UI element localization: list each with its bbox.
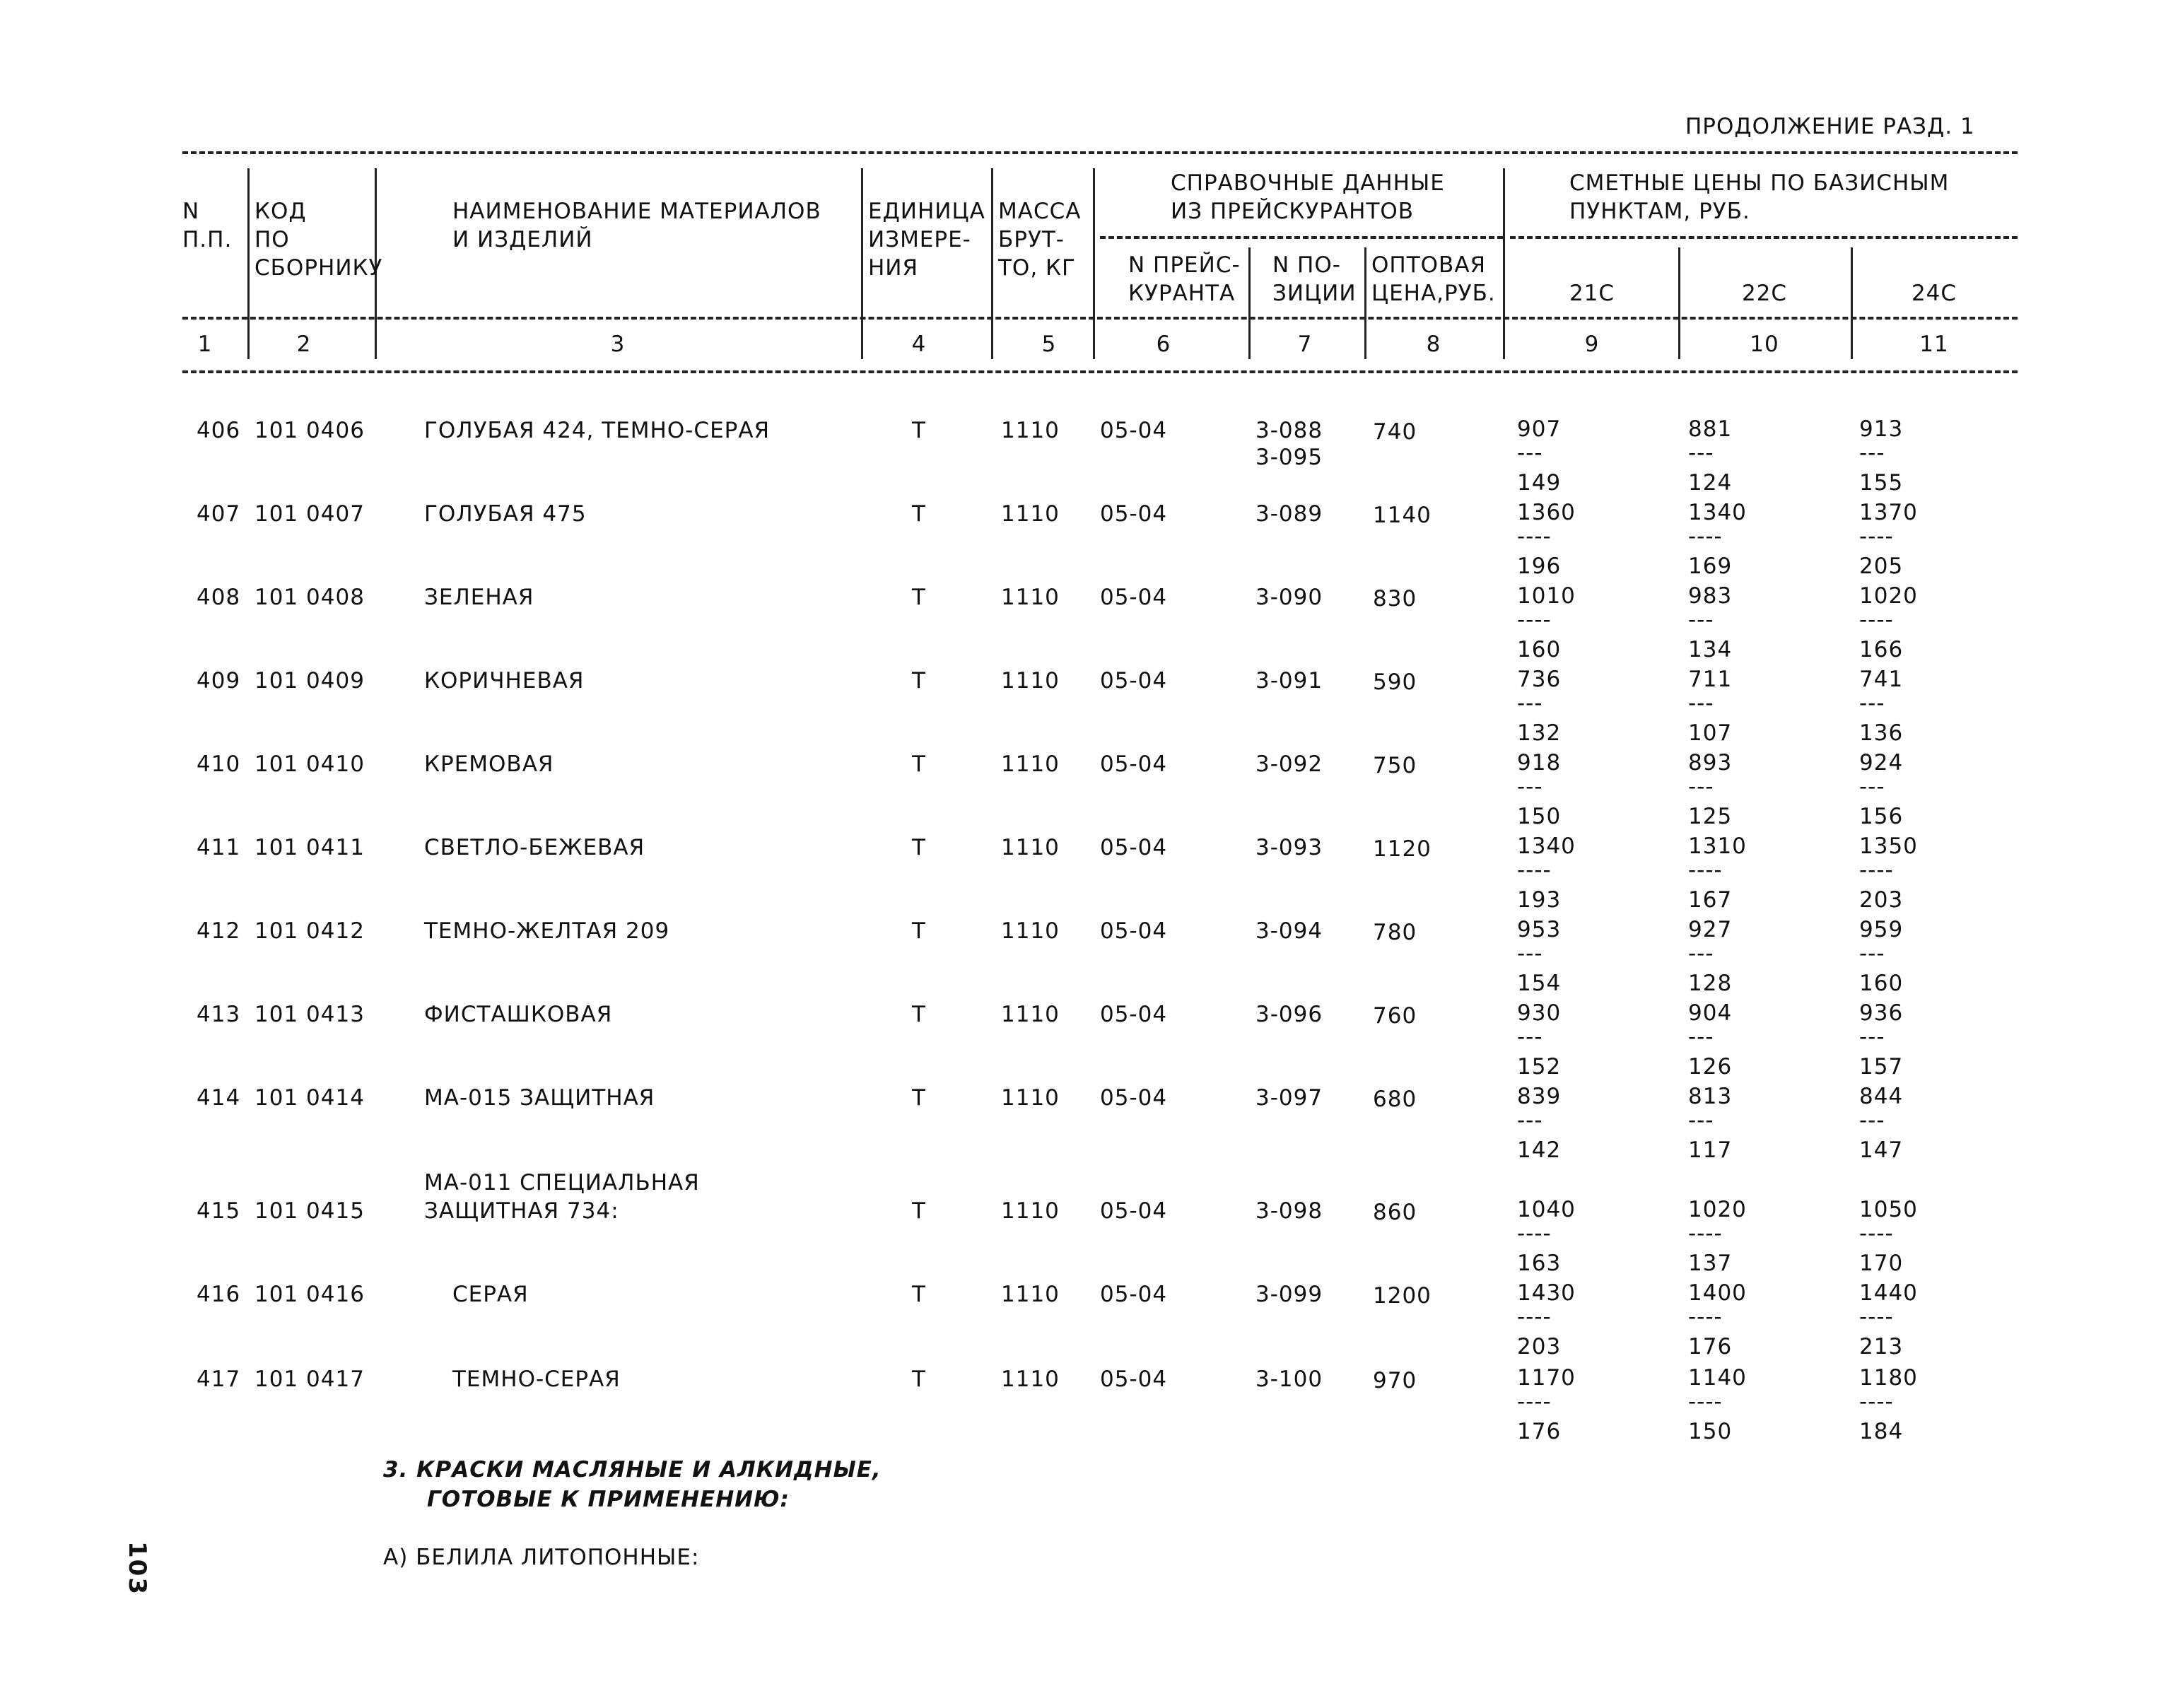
continuation-label: ПРОДОЛЖЕНИЕ РАЗД. 1 <box>1685 114 1975 139</box>
row-number: 411 <box>197 835 241 860</box>
header-column-number: 2 <box>296 332 312 357</box>
row-price-p22-bottom: 124 <box>1688 470 1733 496</box>
row-position-number: 3-091 <box>1255 668 1323 694</box>
header-ref-group-line1: СПРАВОЧНЫЕ ДАННЫЕ <box>1171 170 1445 196</box>
row-unit: Т <box>912 585 926 610</box>
row-price-p21-bottom: 163 <box>1517 1251 1562 1276</box>
row-price-p21-divider: --- <box>1517 774 1543 800</box>
header-col4-line: ИЗМЕРЕ- <box>868 227 971 252</box>
row-number: 415 <box>197 1198 241 1224</box>
row-name: СЕРАЯ <box>452 1282 529 1307</box>
row-price-p21-top: 953 <box>1517 917 1562 942</box>
header-top-rule <box>182 151 2018 154</box>
row-code: 101 0412 <box>254 918 365 944</box>
row-price-p21-top: 1010 <box>1517 583 1576 609</box>
row-price-p22-divider: ---- <box>1688 524 1723 549</box>
row-price-p24-bottom: 166 <box>1859 637 1904 662</box>
row-name: МА-015 ЗАЩИТНАЯ <box>424 1085 655 1111</box>
row-price-p21-top: 930 <box>1517 1000 1562 1026</box>
row-number: 416 <box>197 1282 241 1307</box>
row-wholesale-price: 740 <box>1373 419 1417 445</box>
row-mass: 1110 <box>1001 1085 1060 1111</box>
row-price-p22-top: 881 <box>1688 416 1733 442</box>
row-pricelist-number: 05-04 <box>1100 585 1168 610</box>
header-col4-line: НИЯ <box>868 255 919 281</box>
row-price-p21-top: 1170 <box>1517 1365 1576 1391</box>
row-price-p24-bottom: 170 <box>1859 1251 1904 1276</box>
row-price-p21-bottom: 150 <box>1517 804 1562 829</box>
row-price-p21-divider: ---- <box>1517 858 1552 883</box>
row-price-p24-divider: ---- <box>1859 524 1894 549</box>
row-price-p24-top: 1440 <box>1859 1280 1918 1306</box>
row-position-number: 3-097 <box>1255 1085 1323 1111</box>
row-price-p21-bottom: 196 <box>1517 554 1562 579</box>
row-pricelist-number: 05-04 <box>1100 418 1168 443</box>
row-unit: Т <box>912 1002 926 1027</box>
row-price-p22-top: 904 <box>1688 1000 1733 1026</box>
header-mid-rule <box>182 317 2018 320</box>
row-price-p24-divider: --- <box>1859 691 1885 716</box>
row-name: ТЕМНО-СЕРАЯ <box>452 1367 621 1392</box>
prices-group-rule <box>1510 236 2018 239</box>
row-price-p21-divider: ---- <box>1517 607 1552 633</box>
row-price-p22-bottom: 134 <box>1688 637 1733 662</box>
row-unit: Т <box>912 1198 926 1224</box>
row-code: 101 0409 <box>254 668 365 694</box>
row-price-p21-divider: ---- <box>1517 1221 1552 1246</box>
row-unit: Т <box>912 918 926 944</box>
row-unit: Т <box>912 1085 926 1111</box>
header-col2-line: СБОРНИКУ <box>254 255 383 281</box>
header-column-number: 6 <box>1156 332 1171 357</box>
row-price-p22-bottom: 128 <box>1688 971 1733 996</box>
row-code: 101 0411 <box>254 835 365 860</box>
header-col-separator <box>861 168 863 359</box>
header-column-number: 11 <box>1919 332 1949 357</box>
header-column-number: 8 <box>1426 332 1441 357</box>
row-price-p22-top: 1340 <box>1688 500 1747 525</box>
row-wholesale-price: 1120 <box>1373 836 1432 862</box>
section-title-line2 <box>427 1486 790 1513</box>
row-price-p21-divider: --- <box>1517 941 1543 966</box>
row-price-p22-top: 983 <box>1688 583 1733 609</box>
row-wholesale-price: 760 <box>1373 1003 1417 1029</box>
row-price-p22-top: 1310 <box>1688 833 1747 859</box>
row-price-p24-bottom: 160 <box>1859 971 1904 996</box>
row-price-p22-bottom: 150 <box>1688 1419 1733 1444</box>
ref-group-rule <box>1100 236 1503 239</box>
header-col4-line: ЕДИНИЦА <box>868 199 985 224</box>
row-price-p24-bottom: 184 <box>1859 1419 1904 1444</box>
row-price-p21-divider: ---- <box>1517 524 1552 549</box>
header-column-number: 5 <box>1041 332 1057 357</box>
row-price-p24-divider: ---- <box>1859 1389 1894 1415</box>
row-price-p22-bottom: 125 <box>1688 804 1733 829</box>
row-price-p21-top: 907 <box>1517 416 1562 442</box>
row-wholesale-price: 590 <box>1373 669 1417 695</box>
row-price-p24-top: 741 <box>1859 667 1904 692</box>
row-pricelist-number: 05-04 <box>1100 668 1168 694</box>
row-name: СВЕТЛО-БЕЖЕВАЯ <box>424 835 645 860</box>
row-price-p24-top: 1020 <box>1859 583 1918 609</box>
header-column-number: 10 <box>1750 332 1779 357</box>
header-col1-line1: N <box>182 199 200 224</box>
row-price-p22-divider: --- <box>1688 607 1714 633</box>
row-number: 410 <box>197 751 241 777</box>
row-price-p24-bottom: 147 <box>1859 1137 1904 1163</box>
row-price-p24-bottom: 155 <box>1859 470 1904 496</box>
row-price-p24-top: 924 <box>1859 750 1904 776</box>
header-col-separator <box>1678 247 1680 359</box>
row-mass: 1110 <box>1001 835 1060 860</box>
header-col-separator <box>247 168 250 359</box>
row-number: 406 <box>197 418 241 443</box>
header-col5-line: МАССА <box>998 199 1082 224</box>
row-price-p22-bottom: 169 <box>1688 554 1733 579</box>
header-col5-line: БРУТ- <box>998 227 1065 252</box>
header-col5-line: ТО, КГ <box>998 255 1076 281</box>
row-price-p24-top: 844 <box>1859 1084 1904 1109</box>
row-price-p24-divider: ---- <box>1859 858 1894 883</box>
row-price-p22-top: 927 <box>1688 917 1733 942</box>
row-position-number: 3-100 <box>1255 1367 1323 1392</box>
header-column-number: 7 <box>1297 332 1313 357</box>
row-unit: Т <box>912 668 926 694</box>
row-price-p22-divider: --- <box>1688 941 1714 966</box>
row-price-p24-divider: --- <box>1859 941 1885 966</box>
row-number: 413 <box>197 1002 241 1027</box>
header-col6-line2: КУРАНТА <box>1128 281 1236 306</box>
header-col2-line: ПО <box>254 227 290 252</box>
header-col-separator <box>1093 168 1095 359</box>
header-column-number: 9 <box>1584 332 1600 357</box>
row-price-p21-divider: --- <box>1517 1024 1543 1050</box>
row-mass: 1110 <box>1001 751 1060 777</box>
header-col-separator <box>1248 247 1251 359</box>
row-unit: Т <box>912 1282 926 1307</box>
row-price-p21-top: 918 <box>1517 750 1562 776</box>
row-price-p24-top: 1050 <box>1859 1197 1918 1222</box>
row-price-p22-bottom: 117 <box>1688 1137 1733 1163</box>
header-prices-group-line1: СМЕТНЫЕ ЦЕНЫ ПО БАЗИСНЫМ <box>1569 170 1950 196</box>
row-wholesale-price: 860 <box>1373 1200 1417 1225</box>
section-title-text-1: 3. КРАСКИ МАСЛЯНЫЕ И АЛКИДНЫЕ, <box>383 1457 882 1482</box>
row-price-p21-bottom: 132 <box>1517 720 1562 746</box>
row-price-p21-bottom: 154 <box>1517 971 1562 996</box>
row-price-p24-bottom: 157 <box>1859 1054 1904 1080</box>
header-column-number: 1 <box>197 332 213 357</box>
row-price-p21-bottom: 142 <box>1517 1137 1562 1163</box>
header-col8-line2: ЦЕНА,РУБ. <box>1371 281 1496 306</box>
row-price-p22-divider: --- <box>1688 440 1714 466</box>
section-title-line1 <box>383 1456 882 1483</box>
row-mass: 1110 <box>1001 585 1060 610</box>
row-number: 412 <box>197 918 241 944</box>
row-code: 101 0416 <box>254 1282 365 1307</box>
row-number: 417 <box>197 1367 241 1392</box>
row-price-p24-top: 1350 <box>1859 833 1918 859</box>
row-name: ФИСТАШКОВАЯ <box>424 1002 613 1027</box>
row-pricelist-number: 05-04 <box>1100 751 1168 777</box>
header-column-number: 4 <box>911 332 927 357</box>
row-wholesale-price: 780 <box>1373 920 1417 945</box>
row-price-p21-top: 1360 <box>1517 500 1576 525</box>
header-col2-line: КОД <box>254 199 307 224</box>
header-col-separator <box>1503 168 1505 359</box>
row-price-p24-divider: --- <box>1859 1024 1885 1050</box>
row-price-p21-top: 1340 <box>1517 833 1576 859</box>
header-col-separator <box>1364 247 1366 359</box>
row-price-p21-divider: --- <box>1517 440 1543 466</box>
row-code: 101 0407 <box>254 501 365 527</box>
row-price-p22-bottom: 137 <box>1688 1251 1733 1276</box>
row-price-p21-divider: ---- <box>1517 1389 1552 1415</box>
row-unit: Т <box>912 501 926 527</box>
row-mass: 1110 <box>1001 418 1060 443</box>
header-bottom-rule <box>182 370 2018 373</box>
row-wholesale-price: 1140 <box>1373 503 1432 528</box>
row-price-p22-top: 893 <box>1688 750 1733 776</box>
row-price-p22-divider: --- <box>1688 691 1714 716</box>
row-price-p22-divider: ---- <box>1688 1304 1723 1330</box>
row-mass: 1110 <box>1001 668 1060 694</box>
row-number: 414 <box>197 1085 241 1111</box>
row-pricelist-number: 05-04 <box>1100 1085 1168 1111</box>
row-price-p22-bottom: 107 <box>1688 720 1733 746</box>
row-position-number: 3-094 <box>1255 918 1323 944</box>
row-name: ТЕМНО-ЖЕЛТАЯ 209 <box>424 918 670 944</box>
row-position-number: 3-099 <box>1255 1282 1323 1307</box>
row-price-p22-divider: ---- <box>1688 1389 1723 1415</box>
row-wholesale-price: 970 <box>1373 1368 1417 1393</box>
header-col9-label: 21С <box>1569 281 1615 306</box>
row-price-p24-divider: --- <box>1859 1108 1885 1133</box>
row-price-p21-top: 736 <box>1517 667 1562 692</box>
page-number: 103 <box>123 1541 151 1596</box>
row-name: КРЕМОВАЯ <box>424 751 554 777</box>
row-price-p24-bottom: 205 <box>1859 554 1904 579</box>
row-price-p22-top: 1020 <box>1688 1197 1747 1222</box>
row-position-number: 3-092 <box>1255 751 1323 777</box>
row-pricelist-number: 05-04 <box>1100 1002 1168 1027</box>
header-column-number: 3 <box>610 332 626 357</box>
row-price-p22-divider: --- <box>1688 1108 1714 1133</box>
header-col3-line2: И ИЗДЕЛИЙ <box>452 227 593 252</box>
subsection-title: А) БЕЛИЛА ЛИТОПОННЫЕ: <box>383 1545 700 1570</box>
row-name-prefix: МА-011 СПЕЦИАЛЬНАЯ <box>424 1170 700 1195</box>
row-position-number: 3-089 <box>1255 501 1323 527</box>
row-pricelist-number: 05-04 <box>1100 1198 1168 1224</box>
row-price-p21-divider: --- <box>1517 1108 1543 1133</box>
row-mass: 1110 <box>1001 1002 1060 1027</box>
row-price-p21-bottom: 152 <box>1517 1054 1562 1080</box>
row-number: 408 <box>197 585 241 610</box>
row-unit: Т <box>912 751 926 777</box>
row-price-p21-bottom: 193 <box>1517 887 1562 913</box>
row-unit: Т <box>912 418 926 443</box>
row-code: 101 0413 <box>254 1002 365 1027</box>
row-price-p21-top: 1430 <box>1517 1280 1576 1306</box>
row-wholesale-price: 1200 <box>1373 1283 1432 1309</box>
row-price-p21-top: 839 <box>1517 1084 1562 1109</box>
row-price-p22-top: 813 <box>1688 1084 1733 1109</box>
section-title-text-2: ГОТОВЫЕ К ПРИМЕНЕНИЮ: <box>427 1487 790 1512</box>
row-price-p22-divider: ---- <box>1688 858 1723 883</box>
row-unit: Т <box>912 835 926 860</box>
row-code: 101 0408 <box>254 585 365 610</box>
header-col11-label: 24С <box>1911 281 1957 306</box>
row-position-number: 3-090 <box>1255 585 1323 610</box>
row-mass: 1110 <box>1001 918 1060 944</box>
row-number: 407 <box>197 501 241 527</box>
header-col8-line1: ОПТОВАЯ <box>1371 252 1487 278</box>
row-code: 101 0410 <box>254 751 365 777</box>
row-price-p22-top: 711 <box>1688 667 1733 692</box>
row-name: ЗАЩИТНАЯ 734: <box>424 1198 619 1224</box>
row-price-p21-divider: ---- <box>1517 1304 1552 1330</box>
header-col6-line1: N ПРЕЙС- <box>1128 252 1241 278</box>
row-price-p22-bottom: 176 <box>1688 1334 1733 1359</box>
row-name: ГОЛУБАЯ 424, ТЕМНО-СЕРАЯ <box>424 418 771 443</box>
row-price-p24-divider: --- <box>1859 774 1885 800</box>
row-mass: 1110 <box>1001 501 1060 527</box>
row-price-p24-bottom: 203 <box>1859 887 1904 913</box>
row-position-number-2: 3-095 <box>1255 445 1323 470</box>
row-price-p21-bottom: 160 <box>1517 637 1562 662</box>
row-wholesale-price: 680 <box>1373 1087 1417 1112</box>
row-price-p21-divider: --- <box>1517 691 1543 716</box>
row-price-p24-divider: ---- <box>1859 1304 1894 1330</box>
row-price-p24-top: 959 <box>1859 917 1904 942</box>
row-code: 101 0406 <box>254 418 365 443</box>
row-price-p24-bottom: 213 <box>1859 1334 1904 1359</box>
row-price-p24-top: 936 <box>1859 1000 1904 1026</box>
row-code: 101 0415 <box>254 1198 365 1224</box>
row-pricelist-number: 05-04 <box>1100 501 1168 527</box>
row-name: ГОЛУБАЯ 475 <box>424 501 587 527</box>
header-col10-label: 22С <box>1741 281 1788 306</box>
header-col1-line2: П.П. <box>182 227 233 252</box>
header-col3-line1: НАИМЕНОВАНИЕ МАТЕРИАЛОВ <box>452 199 821 224</box>
header-col-separator <box>1851 247 1853 359</box>
row-pricelist-number: 05-04 <box>1100 835 1168 860</box>
row-price-p22-top: 1400 <box>1688 1280 1747 1306</box>
row-price-p24-bottom: 136 <box>1859 720 1904 746</box>
row-price-p21-bottom: 203 <box>1517 1334 1562 1359</box>
row-name: ЗЕЛЕНАЯ <box>424 585 534 610</box>
row-price-p21-bottom: 176 <box>1517 1419 1562 1444</box>
row-price-p24-bottom: 156 <box>1859 804 1904 829</box>
row-position-number: 3-088 <box>1255 418 1323 443</box>
row-price-p21-top: 1040 <box>1517 1197 1576 1222</box>
row-pricelist-number: 05-04 <box>1100 918 1168 944</box>
row-price-p24-divider: --- <box>1859 440 1885 466</box>
row-price-p22-divider: --- <box>1688 1024 1714 1050</box>
row-code: 101 0417 <box>254 1367 365 1392</box>
row-price-p21-bottom: 149 <box>1517 470 1562 496</box>
header-col7-line1: N ПО- <box>1272 252 1341 278</box>
row-price-p22-bottom: 126 <box>1688 1054 1733 1080</box>
row-price-p22-top: 1140 <box>1688 1365 1747 1391</box>
row-mass: 1110 <box>1001 1367 1060 1392</box>
header-col-separator <box>991 168 993 359</box>
row-price-p22-divider: ---- <box>1688 1221 1723 1246</box>
row-pricelist-number: 05-04 <box>1100 1282 1168 1307</box>
row-price-p24-top: 1370 <box>1859 500 1918 525</box>
row-number: 409 <box>197 668 241 694</box>
row-price-p24-divider: ---- <box>1859 607 1894 633</box>
row-name: КОРИЧНЕВАЯ <box>424 668 585 694</box>
row-position-number: 3-098 <box>1255 1198 1323 1224</box>
row-price-p24-divider: ---- <box>1859 1221 1894 1246</box>
row-price-p22-bottom: 167 <box>1688 887 1733 913</box>
header-prices-group-line2: ПУНКТАМ, РУБ. <box>1569 199 1750 224</box>
row-mass: 1110 <box>1001 1282 1060 1307</box>
row-pricelist-number: 05-04 <box>1100 1367 1168 1392</box>
row-unit: Т <box>912 1367 926 1392</box>
row-position-number: 3-093 <box>1255 835 1323 860</box>
row-mass: 1110 <box>1001 1198 1060 1224</box>
row-wholesale-price: 750 <box>1373 753 1417 778</box>
row-code: 101 0414 <box>254 1085 365 1111</box>
row-price-p24-top: 1180 <box>1859 1365 1918 1391</box>
row-price-p24-top: 913 <box>1859 416 1904 442</box>
header-ref-group-line2: ИЗ ПРЕЙСКУРАНТОВ <box>1171 199 1415 224</box>
row-position-number: 3-096 <box>1255 1002 1323 1027</box>
row-price-p22-divider: --- <box>1688 774 1714 800</box>
row-wholesale-price: 830 <box>1373 586 1417 612</box>
header-col7-line2: ЗИЦИИ <box>1272 281 1357 306</box>
